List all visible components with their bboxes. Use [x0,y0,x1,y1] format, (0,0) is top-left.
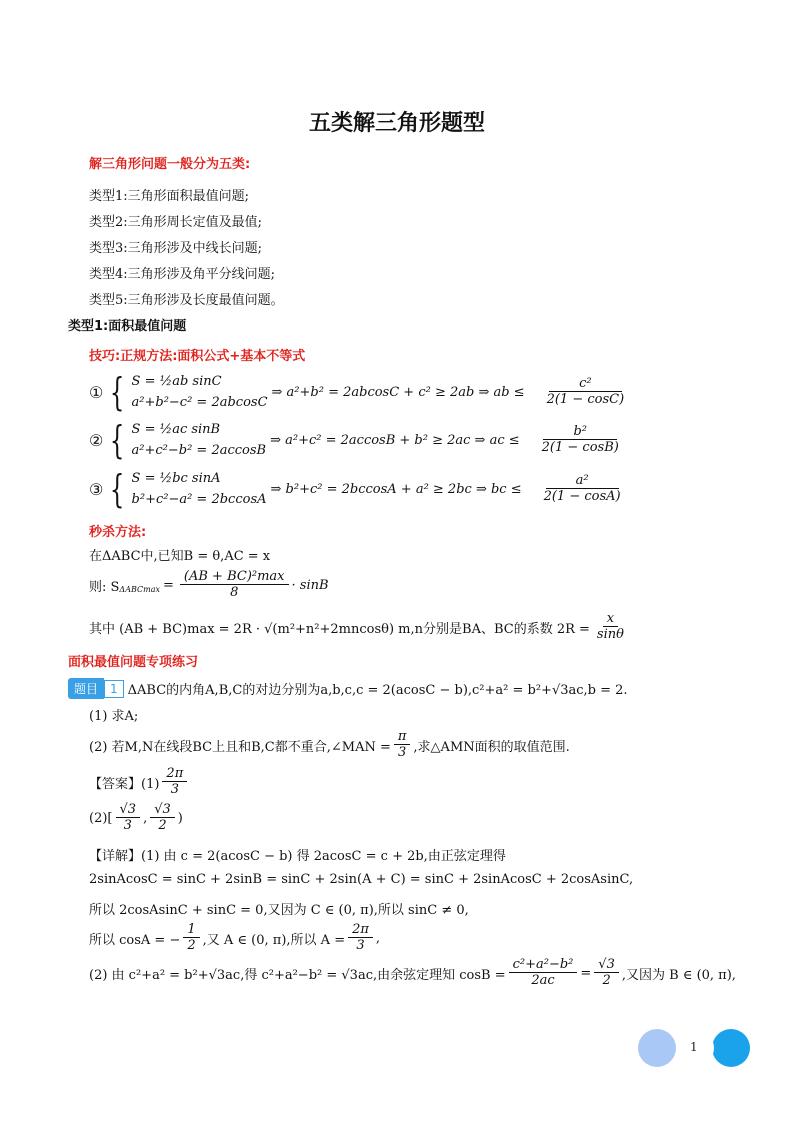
answer-text: ) [177,810,183,826]
formula-mark: ② [89,430,104,450]
formula-subscript: ΔABCmax [119,585,160,594]
brace-icon: { [110,370,125,414]
quick-method-line3 [89,612,631,642]
intro-item-5: 类型5:三角形涉及长度最值问题。 [89,293,284,308]
formula-text: = [163,577,174,593]
formula-chain: ⇒ a²+b² = 2abcosC + c² ≥ 2ab ⇒ ab ≤ [271,384,525,400]
problem-statement [68,678,628,699]
section1-title: 类型1:面积最值问题 [68,319,187,334]
formula-fraction [162,767,187,797]
quick-method-line2 [89,570,329,600]
fraction-denominator: 2 [187,938,196,953]
formula-fraction [348,923,373,953]
formula-row-3 [89,468,628,510]
formula-fraction [116,803,141,833]
formula-chain: ⇒ b²+c² = 2bccosA + a² ≥ 2bc ⇒ bc ≤ [270,481,522,497]
formula-line1: S = ½ab sinC [131,374,222,389]
question-1: (1) 求A; [89,709,139,724]
formula-mark: ③ [89,479,104,499]
fraction-denominator: 3 [123,818,132,833]
answer-text: , [143,810,148,826]
formula-row-2 [89,419,626,461]
detail-line-1: 【详解】(1) 由 c = 2(acosC − b) 得 2acosC = c + 2b,由正弦定理得 [89,849,506,864]
problem-number: 1 [104,680,124,698]
formula-text: 则: S [89,579,120,595]
answer-label: 【答案】(1) [89,776,160,792]
formula-fraction [594,958,619,988]
formula-system [132,468,267,510]
formula-system [132,371,268,413]
answer-line-2 [89,803,183,833]
formula-row-1 [89,371,631,413]
intro-item-3: 类型3:三角形涉及中线长问题; [89,241,263,256]
fraction-denominator: 2 [602,973,611,988]
detail-line-4 [89,923,380,953]
problem-tag: 题目 [68,678,104,699]
formula-line1: S = ½bc sinA [131,471,221,486]
formula-fraction [183,923,199,953]
formula-fraction [150,803,175,833]
detail-text: = [580,965,592,981]
brace-icon: { [110,418,125,462]
formula-line2: a²+b²−c² = 2abcosC [131,395,268,410]
quick-method-heading: 秒杀方法: [89,525,147,540]
fraction-numerator: 2π [348,923,373,938]
formula-mark: ① [89,382,104,402]
detail-line-2: 2sinAcosC = sinC + 2sinB = sinC + 2sin(A + C) = sinC + 2sinAcosC + 2cosAsinC, [89,872,634,887]
fraction-numerator: x [603,612,618,627]
question-2 [89,730,570,760]
fraction-denominator: sinθ [596,627,624,642]
formula-text: · sinB [291,577,329,593]
page-decoration-left-circle [638,1029,676,1067]
question-text: ,求△AMN面积的取值范围. [413,739,570,755]
formula-line2: a²+c²−b² = 2accosB [131,443,267,458]
formula-fraction [540,474,625,504]
fraction-denominator: 3 [398,745,407,760]
fraction-numerator: (AB + BC)²max [180,570,289,585]
intro-item-1: 类型1:三角形面积最值问题; [89,189,250,204]
fraction-denominator: 3 [170,782,179,797]
fraction-denominator: 2(1 − cosA) [543,489,621,504]
fraction-numerator: a² [546,474,619,489]
detail-text: (2) 由 c²+a² = b²+√3ac,得 c²+a²−b² = √3ac,由余弦定理知 cosB = [89,967,506,983]
detail-text: ,又因为 B ∈ (0, π), [621,967,736,983]
intro-item-4: 类型4:三角形涉及角平分线问题; [89,267,276,282]
page-decoration-right-circle [712,1029,750,1067]
formula-line2: b²+c²−a² = 2bccosA [131,492,267,507]
formula-text: 其中 (AB + BC)max = 2R · √(m²+n²+2mncosθ) m,n分别是BA、BC的系数 2R = [89,621,590,637]
fraction-denominator: 2(1 − cosB) [541,440,619,455]
fraction-numerator: 1 [183,923,199,938]
fraction-numerator: √3 [594,958,619,973]
formula-fraction [509,958,578,988]
formula-fraction [593,612,628,642]
fraction-numerator: b² [543,425,617,440]
intro-item-2: 类型2:三角形周长定值及最值; [89,215,263,230]
formula-chain: ⇒ a²+c² = 2accosB + b² ≥ 2ac ⇒ ac ≤ [270,432,520,448]
fraction-numerator: c² [549,377,622,392]
intro-heading: 解三角形问题一般分为五类: [89,157,251,172]
fraction-numerator: √3 [116,803,141,818]
page-number: 1 [690,1040,698,1054]
formula-fraction [543,377,629,407]
problem-text: ΔABC的内角A,B,C的对边分别为a,b,c,c = 2(acosC − b),c²+a² = b²+√3ac,b = 2. [127,683,628,698]
formula-fraction [180,570,289,600]
detail-text: 所以 cosA = − [89,932,181,948]
fraction-numerator: c²+a²−b² [509,958,578,973]
detail-text: ,又 A ∈ (0, π),所以 A = [202,932,346,948]
formula-fraction [394,730,411,760]
detail-text: , [375,930,381,946]
fraction-numerator: 2π [162,767,187,782]
brace-icon: { [110,467,125,511]
fraction-denominator: 2 [158,818,167,833]
fraction-numerator: π [394,730,411,745]
fraction-numerator: √3 [150,803,175,818]
formula-fraction [538,425,623,455]
practice-heading: 面积最值问题专项练习 [68,655,199,670]
fraction-denominator: 2(1 − cosC) [546,392,625,407]
answer-line-1 [89,767,190,797]
detail-line-3: 所以 2cosAsinC + sinC = 0,又因为 C ∈ (0, π),所以 sinC ≠ 0, [89,903,469,918]
quick-method-line1: 在ΔABC中,已知B = θ,AC = x [89,549,271,564]
question-text: (2) 若M,N在线段BC上且和B,C都不重合,∠MAN = [89,739,391,755]
answer-text: (2)[ [89,810,113,826]
formula-line1: S = ½ac sinB [131,422,221,437]
fraction-denominator: 2ac [531,973,555,988]
fraction-denominator: 3 [356,938,365,953]
section1-tip: 技巧:正规方法:面积公式+基本不等式 [89,349,306,364]
detail-line-5 [89,958,736,988]
fraction-denominator: 8 [230,585,239,600]
page-title: 五类解三角形题型 [308,111,485,136]
formula-system [132,419,267,461]
